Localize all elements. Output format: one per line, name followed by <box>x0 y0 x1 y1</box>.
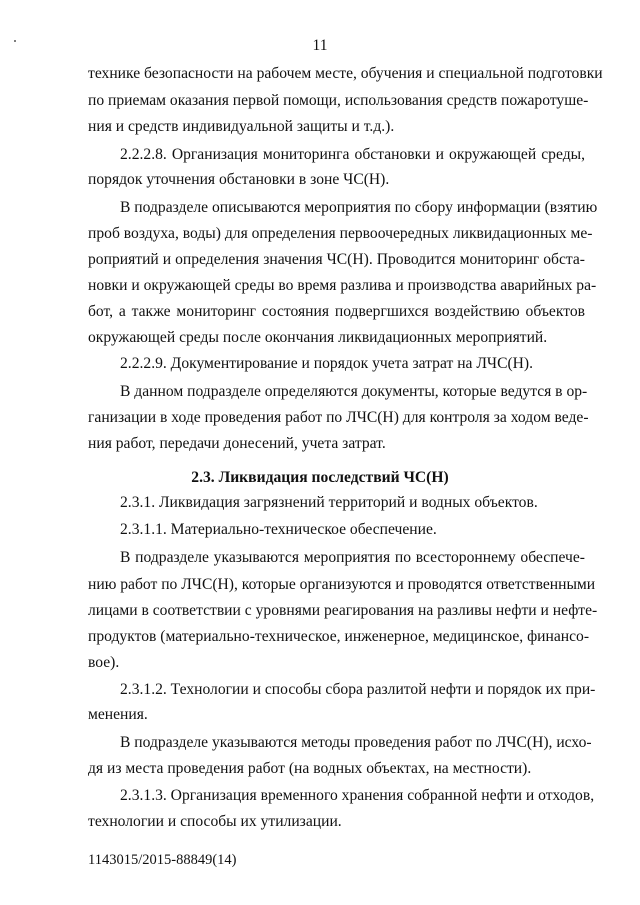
text-line: дя из места проведения работ (на водных объектах, на местности). <box>88 760 532 777</box>
text-line: окружающей среды после окончания ликвидационных мероприятий. <box>88 329 548 346</box>
text-line: вое). <box>88 654 120 671</box>
text-line: технике безопасности на рабочем месте, обучения и специальной подготовки <box>88 65 603 82</box>
text-line: по приемам оказания первой помощи, использования средств пожаротуше- <box>88 92 589 109</box>
text-line: 2.3.1.2. Технологии и способы сбора разлитой нефти и порядок их при- <box>120 681 596 698</box>
text-line: порядок уточнения обстановки в зоне ЧС(Н). <box>88 171 390 188</box>
text-line: 2.3.1.3. Организация временного хранения собранной нефти и отходов, <box>120 787 595 804</box>
text-line: В подразделе указываются мероприятия по всестороннему обеспече- <box>120 549 585 566</box>
text-line: 2.2.2.8. Организация мониторинга обстановки и окружающей среды, <box>120 146 585 163</box>
text-line: менения. <box>88 706 148 723</box>
text-line: 2.3.1.1. Материально-техническое обеспечение. <box>120 521 437 538</box>
text-line: роприятий и определения значения ЧС(Н). Проводится мониторинг обста- <box>88 251 585 268</box>
text-line: ния работ, передачи донесений, учета затрат. <box>88 435 386 452</box>
text-line: нию работ по ЛЧС(Н), которые организуются и проводятся ответственными <box>88 576 596 593</box>
page-number: 11 <box>312 37 328 54</box>
text-line: ганизации в ходе проведения работ по ЛЧС(Н) для контроля за ходом веде- <box>88 409 589 426</box>
text-line: В подразделе описываются мероприятия по сбору информации (взятию <box>120 199 598 216</box>
text-line: 2.2.2.9. Документирование и порядок учета затрат на ЛЧС(Н). <box>120 355 534 372</box>
text-line: новки и окружающей среды во время разлива и производства аварийных ра- <box>88 277 597 294</box>
text-line: продуктов (материально-техническое, инженерное, медицинское, финансо- <box>88 628 590 645</box>
text-line: бот, а также мониторинг состояния подвергшихся воздействию объектов <box>88 303 585 320</box>
text-line: В данном подразделе определяются документы, которые ведутся в ор- <box>120 383 588 400</box>
text-line: проб воздуха, воды) для определения первоочередных ликвидационных ме- <box>88 225 593 242</box>
text-line: технологии и способы их утилизации. <box>88 813 342 830</box>
text-line: 2.3.1. Ликвидация загрязнений территорий и водных объектов. <box>120 494 538 511</box>
section-heading: 2.3. Ликвидация последствий ЧС(Н) <box>191 469 449 486</box>
text-line: ния и средств индивидуальной защиты и т.д.). <box>88 118 395 135</box>
document-footer-id: 1143015/2015-88849(14) <box>88 852 237 868</box>
text-line: лицами в соответствии с уровнями реагирования на разливы нефти и нефте- <box>88 602 598 619</box>
text-line: В подразделе указываются методы проведения работ по ЛЧС(Н), исхо- <box>120 734 592 751</box>
